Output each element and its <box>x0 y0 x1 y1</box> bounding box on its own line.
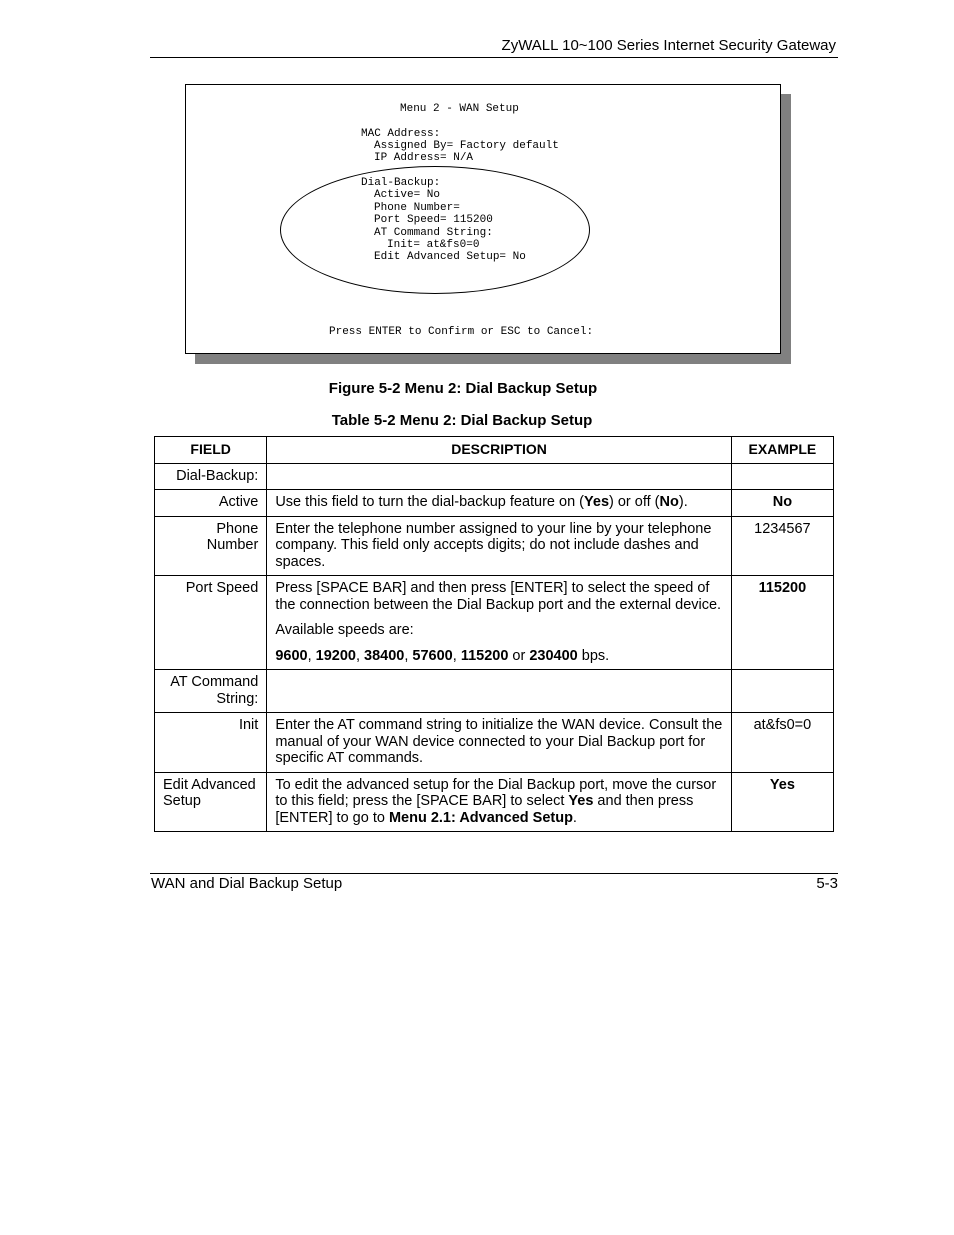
description-text: Use this field to turn the dial-backup feature on ( <box>275 494 585 510</box>
screen-active: Active= No <box>374 189 441 201</box>
screen-prompt: Press ENTER to Confirm or ESC to Cancel: <box>329 326 594 338</box>
speed-separator: , <box>355 647 365 664</box>
header-description: DESCRIPTION <box>267 437 731 464</box>
speeds-paragraph <box>275 648 722 665</box>
example-cell: at&fs0=0 <box>731 713 833 773</box>
example-cell <box>731 463 833 490</box>
speed-separator: , <box>404 647 413 664</box>
field-text: AT Command <box>170 674 259 690</box>
description-table <box>154 436 834 832</box>
table-row <box>155 670 834 713</box>
header-field: FIELD <box>155 437 267 464</box>
description-paragraph: Available speeds are: <box>275 622 414 638</box>
field-cell <box>155 670 267 713</box>
figure-caption: Figure 5-2 Menu 2: Dial Backup Setup <box>328 380 598 397</box>
terminal-screen <box>185 84 781 354</box>
table-row <box>155 772 834 832</box>
table-caption: Table 5-2 Menu 2: Dial Backup Setup <box>331 412 593 429</box>
speed-value: 38400 <box>364 647 405 664</box>
description-paragraph: Press [SPACE BAR] and then press [ENTER] to select the speed of the connection between the Dial Backup port and the external device. <box>275 580 722 613</box>
field-text: Setup <box>163 793 201 809</box>
description-cell <box>267 670 731 713</box>
field-cell <box>155 516 267 576</box>
description-bold: No <box>659 494 679 510</box>
field-cell: Dial-Backup: <box>155 463 267 490</box>
screen-at-command: AT Command String: <box>374 227 493 239</box>
description-bold: Yes <box>584 494 610 510</box>
table-row <box>155 516 834 576</box>
screen-ip-address: IP Address= N/A <box>374 152 474 164</box>
screen-phone-number: Phone Number= <box>374 202 460 214</box>
field-cell: Active <box>155 490 267 517</box>
field-cell: Port Speed <box>155 576 267 670</box>
field-text: Edit Advanced <box>163 776 256 793</box>
speed-separator: , <box>452 647 461 664</box>
example-cell: 115200 <box>731 576 833 670</box>
description-text: ) or off ( <box>609 494 660 510</box>
screen-edit-advanced: Edit Advanced Setup= No <box>374 251 526 263</box>
table-row <box>155 713 834 773</box>
footer-page-number: 5-3 <box>816 875 838 892</box>
description-text: To edit the advanced setup for the Dial Backup port, move the cursor to this field; press the [SPACE BAR] to select <box>275 776 717 809</box>
description-cell: Enter the telephone number assigned to your line by your telephone company. This field only accepts digits; do not include dashes and spaces. <box>267 516 731 576</box>
speed-separator: , <box>307 647 316 664</box>
field-cell <box>155 772 267 832</box>
description-text: ). <box>678 494 688 510</box>
description-cell <box>267 463 731 490</box>
screen-port-speed: Port Speed= 115200 <box>374 214 493 226</box>
table-row <box>155 576 834 670</box>
example-cell: No <box>731 490 833 517</box>
speed-value: 57600 <box>412 647 453 664</box>
speed-or: or <box>508 647 530 664</box>
example-cell: Yes <box>731 772 833 832</box>
speed-unit: bps. <box>577 647 610 664</box>
field-text: String: <box>216 690 259 707</box>
description-bold: Menu 2.1: Advanced Setup <box>388 809 573 826</box>
table-header-row <box>155 437 834 464</box>
screen-init: Init= at&fs0=0 <box>387 239 480 251</box>
field-cell: Init <box>155 713 267 773</box>
screen-assigned-by: Assigned By= Factory default <box>374 140 559 152</box>
example-cell <box>731 670 833 713</box>
description-cell <box>267 772 731 832</box>
description-cell <box>267 490 731 517</box>
example-cell: 1234567 <box>731 516 833 576</box>
speed-value: 115200 <box>460 647 509 664</box>
page-header-title: ZyWALL 10~100 Series Internet Security Gateway <box>501 37 836 54</box>
field-text: Phone <box>216 520 259 537</box>
description-text: . <box>572 809 577 826</box>
screen-title: Menu 2 - WAN Setup <box>400 103 519 115</box>
header-example: EXAMPLE <box>731 437 833 464</box>
table-row <box>155 463 834 490</box>
table-row <box>155 490 834 517</box>
speed-value: 230400 <box>529 647 578 664</box>
screen-mac-address: MAC Address: <box>361 128 441 140</box>
description-cell <box>267 576 731 670</box>
speed-value: 19200 <box>315 647 356 664</box>
speed-value: 9600 <box>275 647 308 664</box>
description-bold: Yes <box>568 793 594 809</box>
description-cell: Enter the AT command string to initialize the WAN device. Consult the manual of your WAN device connected to your Dial Backup port for specific AT commands. <box>267 713 731 773</box>
screen-dial-backup: Dial-Backup: <box>361 177 441 189</box>
field-text: Number <box>206 537 259 553</box>
description-text: and then press [ENTER] to go to <box>275 793 694 826</box>
footer-section-title: WAN and Dial Backup Setup <box>151 875 343 892</box>
header-rule <box>150 57 838 58</box>
